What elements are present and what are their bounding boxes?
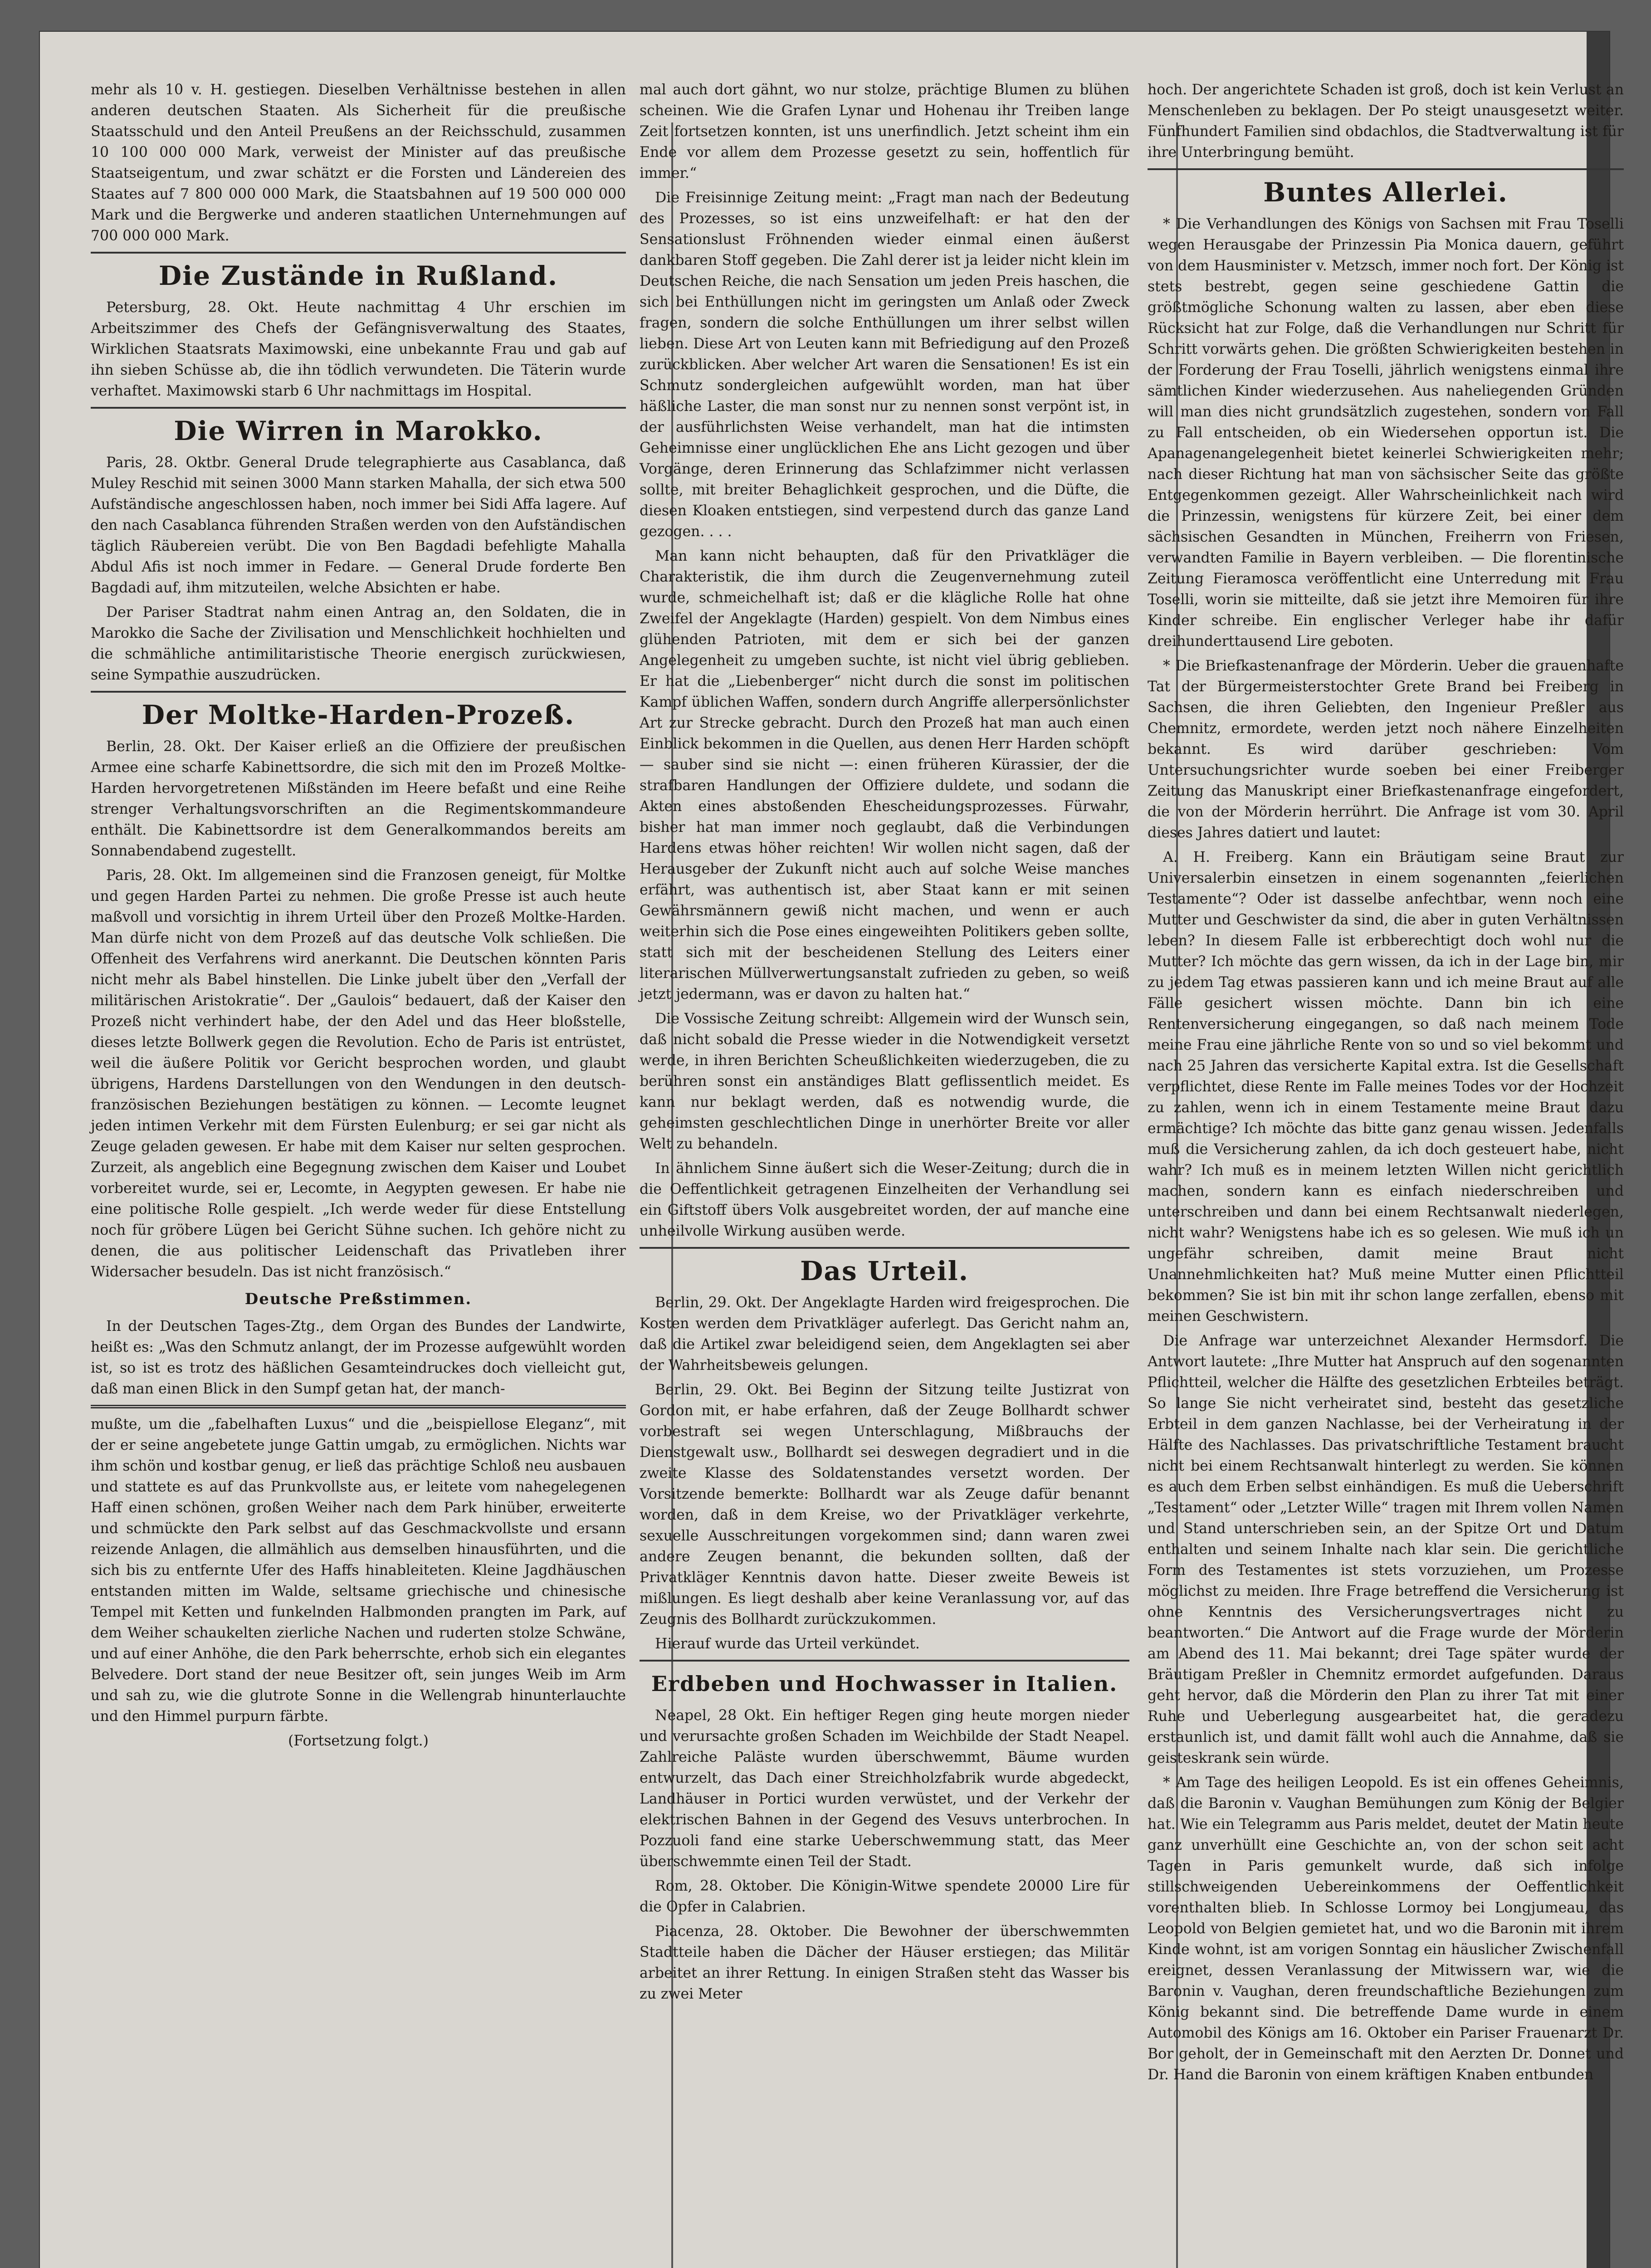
paragraph: Man kann nicht behaupten, daß für den Privatkläger die Charakteristik, die ihm durch die Zeugenvernehmung zuteil wurde, schmeichelhaft ist; daß er die klägliche Rolle hat ohne Zweifel der Angeklagte (Harden) gespielt. Von dem Nimbus eines glühenden Patrioten, mit dem er sich bei der ganzen Angelegenheit zu umgeben suchte, ist nicht viel übrig geblieben. Er hat die „Liebenberger“ nicht durch die sonst im politischen Kampf üblichen Waffen, sondern durch Angriffe allerpersönlichster Art zur Strecke gebracht. Durch den Prozeß hat man auch einen Einblick bekommen in die Quellen, aus denen Herr Harden schöpft — sauber sind sie nicht —: einen früheren Kürassier, der die strafbaren Handlungen der Offiziere duldete, und sodann die Akten eines abstoßenden Ehescheidungsprozesses. Fürwahr, bisher hat man immer noch geglaubt, daß die Verbindungen Hardens etwas höher reichten! Wir wollen nicht sagen, daß der Herausgeber der Zukunft nicht auch auf solche Weise manches erfährt, was authentisch ist, aber Staat kann er mit seinen Gewährsmännern gewiß nicht machen, und wenn er auch weiterhin sich die Pose eines eingeweihten Politikers geben sollte, statt sich mit der bescheidenen Stellung des Leiters einer literarischen Müllverwertungsanstalt zufrieden zu geben, so weiß jetzt jedermann, was er davon zu halten hat.“ [640, 548, 1129, 1002]
divider [640, 1247, 1129, 1249]
paragraph: Petersburg, 28. Okt. Heute nachmittag 4 Uhr erschien im Arbeitszimmer des Chefs der Gefängnisverwaltung des Staates, Wirklichen Staatsrats Maximowski, eine unbekannte Frau und gab auf ihn sieben Schüsse ab, die ihn tödlich verwundeten. Die Täterin wurde verhaftet. Maximowski starb 6 Uhr nachmittags im Hospital. [91, 299, 626, 399]
paragraph: Piacenza, 28. Oktober. Die Bewohner der überschwemmten Stadtteile haben die Dächer der Häuser erstiegen; das Militär arbeitet an ihrer Rettung. In einigen Straßen steht das Wasser bis zu zwei Meter [640, 1923, 1129, 2002]
paragraph: mehr als 10 v. H. gestiegen. Dieselben Verhältnisse bestehen in allen anderen deutschen Staaten. Als Sicherheit für die preußische Staatsschuld und den Anteil Preußens an der Reichsschuld, zusammen 10 100 000 000 Mark, verweist der Minister auf das preußische Staatseigentum, und zwar schätzt er die Forsten und Ländereien des Staates auf 7 800 000 000 Mark, die Staatsbahnen auf 19 500 000 000 Mark und die Bergwerke und anderen staatlichen Unternehmungen auf 700 000 000 Mark. [91, 82, 626, 244]
paragraph: * Die Briefkastenanfrage der Mörderin. Ueber die grauenhafte Tat der Bürgermeisterstochter Grete Brand bei Freiberg in Sachsen, die ihren Geliebten, den Ingenieur Preßler aus Chemnitz, ermordete, werden jetzt noch nähere Einzelheiten bekannt. Es wird darüber geschrieben: Vom Untersuchungsrichter wurde soeben bei einer Freiberger Zeitung das Manuskript einer Briefkastenanfrage eingefordert, die von der Mörderin herrührt. Die Anfrage ist vom 30. April dieses Jahres datiert und lautet: [1148, 658, 1624, 841]
headline-russland: Die Zustände in Rußland. [158, 260, 558, 291]
paragraph: Berlin, 29. Okt. Bei Beginn der Sitzung teilte Justizrat von Gordon mit, er habe erfahren, daß der Zeuge Bollhardt schwer vorbestraft sei wegen Unterschlagung, Mißbrauchs der Dienstgewalt usw., Bollhardt sei deswegen degradiert und in die zweite Klasse des Soldatenstandes versetzt worden. Der Vorsitzende bemerkte: Bollhardt war als Zeuge dafür benannt worden, daß in dem Kreise, wo der Privatkläger verkehrte, sexuelle Ausschreitungen vorgekommen sind; dann waren zwei andere Zeugen benannt, die bekunden sollten, daß der Privatkläger Kenntnis davon hatte. Dieser zweite Beweis ist mißlungen. Es liegt deshalb aber keine Veranlassung vor, auf das Zeugnis des Bollhardt zurückzukommen. [640, 1382, 1129, 1628]
paragraph: hoch. Der angerichtete Schaden ist groß, doch ist kein Verlust an Menschenleben zu beklagen. Der Po steigt unausgesetzt weiter. Fünfhundert Familien sind obdachlos, die Stadtverwaltung ist für ihre Unterbringung bemüht. [1148, 82, 1624, 161]
paragraph: Paris, 28. Okt. Im allgemeinen sind die Franzosen geneigt, für Moltke und gegen Harden Partei zu nehmen. Die große Presse ist auch heute maßvoll und vorsichtig in ihrem Urteil über den Prozeß Moltke-Harden. Man dürfe nicht von dem Prozeß auf das deutsche Volk schließen. Die Offenheit des Verfahrens wird anerkannt. Die Deutschen könnten Paris nicht mehr als Babel hinstellen. Die Linke jubelt über den „Verfall der militärischen Aristokratie“. Der „Gaulois“ bedauert, daß der Kaiser den Prozeß nicht verhindert habe, der den Adel und das Heer bloßstelle, dieses letzte Bollwerk gegen die Revolution. Echo de Paris ist entrüstet, weil die äußere Politik vor Gericht besprochen worden, und glaubt übrigens, Hardens Darstellungen von den Wendungen in den deutsch-französischen Beziehungen bestätigen zu können. — Lecomte leugnet jeden intimen Verkehr mit dem Fürsten Eulenburg; er sei gar nicht als Zeuge geladen gewesen. Er habe mit dem Kaiser nur selten gesprochen. Zurzeit, als angeblich eine Begegnung zwischen dem Kaiser und Loubet vorbereitet wurde, sei er, Lecomte, in Aegypten gewesen. Er habe nie eine politische Rolle gespielt. „Ich werde weder für diese Entstellung noch für gröbere Lügen bei Gericht Sühne suchen. Ich gehöre nicht zu denen, die aus politischer Leidenschaft das Privatleben ihrer Widersacher besudeln. Das ist nicht französisch.“ [91, 867, 626, 1280]
headline-moltke-harden: Der Moltke-Harden-Prozeß. [142, 699, 575, 730]
headline-italien: Erdbeben und Hochwasser in Italien. [651, 1672, 1118, 1696]
paragraph: mal auch dort gähnt, wo nur stolze, prächtige Blumen zu blühen scheinen. Wie die Grafen Lynar und Hohenau ihr Treiben lange Zeit fortsetzen konnten, ist uns unerfindlich. Jetzt scheint ihm ein Ende vor allem dem Prozesse gesetzt zu sein, hoffentlich für immer.“ [640, 82, 1129, 181]
paragraph: Paris, 28. Oktbr. General Drude telegraphierte aus Casablanca, daß Muley Reschid mit seinen 3000 Mann starken Mahalla, der sich etwa 500 Aufständische angeschlossen haben, noch immer bei Sidi Affa lagere. Auf den nach Casablanca führenden Straßen werden von den Aufständischen täglich Räubereien verübt. Die von Ben Bagdadi befehligte Mahalla Abdul Afis ist noch immer in Fedare. — General Drude forderte Ben Bagdadi auf, ihm mitzuteilen, welche Absichten er habe. [91, 455, 626, 596]
paragraph: * Die Verhandlungen des Königs von Sachsen mit Frau Toselli wegen Herausgabe der Prinzessin Pia Monica dauern, geführt von dem Hausminister v. Metzsch, immer noch fort. Der König ist stets bestrebt, gegen seine geschiedene Gattin die größtmögliche Schonung walten zu lassen, aber eben diese Rücksicht hat zur Folge, daß die Verhandlungen nur Schritt für Schritt vorwärts gehen. Die größten Schwierigkeiten bestehen in der Forderung der Frau Toselli, jährlich wenigstens einmal ihre sämtlichen Kinder wiederzusehen. Aus naheliegenden Gründen will man dies nicht grundsätzlich zugestehen, sondern von Fall zu Fall entscheiden, ob ein Wiedersehen opportun ist. Die Apanagenangelegenheit bietet keinerlei Schwierigkeiten mehr; nach dieser Richtung hat man von sächsischer Seite das größte Entgegenkommen gezeigt. Aller Wahrscheinlichkeit nach wird die Prinzessin, wenigstens für kürzere Zeit, bei einer dem sächsischen Gesandten in München, Freiherrn von Friesen, verwandten Familie in Bayern verbleiben. — Die florentinische Zeitung Fieramosca veröffentlicht eine Unterredung mit Frau Toselli, worin sie mitteilte, daß sie jetzt ihre Memoiren für ihre Kinder schreibe. Ein englischer Verleger habe ihr dafür dreihunderttausend Lire geboten. [1148, 216, 1624, 650]
paragraph: In ähnlichem Sinne äußert sich die Weser-Zeitung; durch die in die Oeffentlichkeit getragenen Einzelheiten der Verhandlung sei ein Giftstoff übers Volk ausgebreitet worden, der auf manche eine unheilvolle Wirkung ausüben werde. [640, 1160, 1129, 1239]
paragraph: Berlin, 28. Okt. Der Kaiser erließ an die Offiziere der preußischen Armee eine scharfe Kabinettsordre, die sich mit den im Prozeß Moltke-Harden hervorgetretenen Mißständen im Heere befaßt und eine Reihe strenger Verhaltungsvorschriften an die Regimentskommandeure enthält. Die Kabinettsordre ist dem Generalkommandos bereits am Sonnabendabend zugestellt. [91, 738, 626, 859]
paragraph: Die Anfrage war unterzeichnet Alexander Hermsdorf. Die Antwort lautete: „Ihre Mutter hat Anspruch auf den sogenannten Pflichtteil, welcher die Hälfte des gesetzlichen Erbteiles beträgt. So lange Sie nicht verheiratet sind, besteht das gesetzliche Erbteil in dem ganzen Nachlasse, bei der Verheiratung in der Hälfte des Nachlasses. Das privatschriftliche Testament braucht nicht bei einem Rechtsanwalt hinterlegt zu werden. Sie können es auch dem Erben selbst einhändigen. Es muß die Ueberschrift „Testament“ oder „Letzter Wille“ tragen mit Ihrem vollen Namen und Stand unterschrieben sein, an der Spitze Ort und Datum enthalten und seinem Inhalte nach klar sein. Die gerichtliche Form des Testamentes ist stets vorzuziehen, um Prozesse möglichst zu meiden. Ihre Frage betreffend die Versicherung ist ohne Kenntnis des Versicherungsvertrages nicht zu beantworten.“ Die Antwort auf die Frage wurde der Mörderin am Abend des 11. Mai bekannt; drei Tage später wurde der Bräutigam Preßler in Chemnitz ermordet aufgefunden. Daraus geht hervor, daß die Mörderin den Plan zu ihrer Tat mit einer Ruhe und Ueberlegung ausgearbeitet hat, die geradezu erstaunlich ist, und damit fällt wohl auch die Annahme, daß sie geisteskrank sein würde. [1148, 1333, 1624, 1766]
paragraph: Rom, 28. Oktober. Die Königin-Witwe spendete 20000 Lire für die Opfer in Calabrien. [640, 1878, 1129, 1915]
continuation-note: (Fortsetzung folgt.) [288, 1733, 429, 1749]
paragraph: Berlin, 29. Okt. Der Angeklagte Harden wird freigesprochen. Die Kosten werden dem Privatkläger auferlegt. Das Gericht nahm an, daß die Artikel zwar beleidigend seien, dem Angeklagten sei aber der Wahrheitsbeweis gelungen. [640, 1295, 1129, 1374]
feuilleton-text: mußte, um die „fabelhaften Luxus“ und die „beispiellose Eleganz“, mit der er seine angebetete junge Gattin umgab, zu ermöglichen. Nichts war ihm schön und kostbar genug, er ließ das prächtige Schloß neu ausbauen und stattete es auf das Prunkvollste aus, er leitete vom nahegelegenen Haff einen schönen, großen Weiher nach dem Park hinüber, erweiterte und schmückte den Park selbst auf das Geschmackvollste und ersann reizende Anlagen, die allmählich aus demselben hinausführten, und die sich bis zu entfernte Ufer des Haffs hinableiteten. Kleine Jagdhäuschen entstanden mitten im Walde, seltsame griechische und chinesische Tempel mit Ketten und funkelnden Halbmonden prangten im Park, auf dem Weiher schaukelten zierliche Nachen und ruderten stolze Schwäne, und auf einer Anhöhe, die den Park beherrschte, erhob sich ein elegantes Belvedere. Dort stand der neue Besitzer oft, sein junges Weib im Arm und sah zu, wie die glutrote Sonne in die Wellengrab hinunterlauchte und den Himmel purpurn färbte. [91, 1416, 626, 1725]
paragraph: * Am Tage des heiligen Leopold. Es ist ein offenes Geheimnis, daß die Baronin v. Vaughan Bemühungen zum König der Belgier hat. Wie ein Telegramm aus Paris meldet, deutet der Matin heute ganz unverhüllt eine Geschichte an, von der schon seit acht Tagen in Paris gemunkelt wurde, daß sich infolge stillschweigenden Uebereinkommens der Oeffentlichkeit vorenthalten blieb. In Schlosse Lormoy bei Longjumeau, das Leopold von Belgien gemietet hat, und wo die Baronin mit ihrem Kinde wohnt, ist am vorigen Sonntag ein häuslicher Zwischenfall ereignet, dessen Veranlassung der Mitwissern war, wie die Baronin v. Vaughan, deren freundschaftliche Beziehungen zum König bekannt sind. Die betreffende Dame wurde in einem Automobil des Königs am 16. Oktober ein Pariser Frauenarzt Dr. Bor geholt, der in Gemeinschaft mit den Aerzten Dr. Donnet und Dr. Hand die Baronin von einem kräftigen Knaben entbunden [1148, 1774, 1624, 2083]
divider [91, 407, 626, 409]
paragraph: Der Pariser Stadtrat nahm einen Antrag an, den Soldaten, die in Marokko die Sache der Zivilisation und Menschlichkeit hochhielten und die schmähliche antimilitaristische Theorie energisch zurückwiesen, seine Sympathie auszudrücken. [91, 604, 626, 683]
headline-urteil: Das Urteil. [800, 1256, 969, 1286]
paragraph: Die Freisinnige Zeitung meint: „Fragt man nach der Bedeutung des Prozesses, so ist eins unzweifelhaft: er hat den der Sensationslust Fröhnenden wieder einmal einen äußerst dankbaren Stoff gegeben. Die Zahl derer ist ja leider nicht klein im Deutschen Reiche, die nach Sensation um jeden Preis haschen, die sich bei Enthüllungen nicht im geringsten um Anlaß oder Zweck fragen, sondern die solche Enthüllungen um ihrer selbst willen lieben. Diese Art von Leuten kann mit Befriedigung auf den Prozeß zurückblicken. Aber welcher Art waren die Sensationen! Es ist ein Schmutz sondergleichen aufgewühlt worden, man hat über häßliche Laster, die man sonst nur zu nennen sonst verpönt ist, in der ausführlichsten Weise verhandelt, man hat die intimsten Geheimnisse einer unglücklichen Ehe ans Licht gezogen und über Vorgänge, deren Erinnerung das Schlafzimmer nicht verlassen sollte, mit breiter Behaglichkeit gesprochen, und die Düfte, die diesen Kloaken entstiegen, sind verpestend durch das ganze Land gezogen. . . . [640, 190, 1129, 540]
divider [91, 252, 626, 254]
paragraph: Neapel, 28 Okt. Ein heftiger Regen ging heute morgen nieder und verursachte großen Schaden im Weichbilde der Stadt Neapel. Zahlreiche Paläste wurden überschwemmt, Bäume wurden entwurzelt, das Dach einer Streichholzfabrik wurde abgedeckt, Landhäuser in Portici wurden verwüstet, und der Verkehr der elektrischen Bahnen in der Gegend des Vesuvs unterbrochen. In Pozzuoli fand eine starke Ueberschwemmung statt, das Meer überschwemmte einen Teil der Stadt. [640, 1707, 1129, 1870]
headline-marokko: Die Wirren in Marokko. [174, 415, 543, 446]
paragraph: Die Vossische Zeitung schreibt: Allgemein wird der Wunsch sein, daß nicht sobald die Presse wieder in die Notwendigkeit versetzt werde, in ihren Berichten Scheußlichkeiten wiederzugeben, die zu berühren sonst ein anständiges Blatt geflissentlich meidet. Es kann nur beklagt werden, daß es notwendig wurde, die geheimsten geschlechtlichen Dinge in unerhörter Breite vor aller Welt zu behandeln. [640, 1011, 1129, 1152]
column-3 [1148, 79, 1624, 2268]
column-1 [91, 79, 626, 2268]
divider [640, 1660, 1129, 1662]
paragraph: In der Deutschen Tages-Ztg., dem Organ des Bundes der Landwirte, heißt es: „Was den Schmutz anlangt, der im Prozesse aufgewühlt worden ist, so ist es trotz des häßlichen Gesamteindruckes doch vielleicht gut, daß man einen Blick in den Sumpf getan hat, der manch- [91, 1318, 626, 1397]
divider [91, 691, 626, 693]
feuilleton-divider [91, 1405, 626, 1408]
subheadline-pressestimmen: Deutsche Preßstimmen. [244, 1290, 472, 1308]
headline-allerlei: Buntes Allerlei. [1263, 177, 1508, 208]
column-2 [640, 79, 1129, 2268]
paragraph: A. H. Freiberg. Kann ein Bräutigam seine Braut zur Universalerbin einsetzen in einem sogenannten „feierlichen Testamente“? Oder ist dasselbe anfechtbar, wenn noch eine Mutter und Geschwister da sind, die aber in guten Verhältnissen leben? In diesem Falle ist erbberechtigt doch wohl nur die Mutter? Ich möchte das gern wissen, da ich in der Lage bin, mir zu jedem Tag etwas passieren kann und ich meine Braut auf alle Fälle gesichert wissen möchte. Dann bin ich eine Rentenversicherung eingegangen, so daß nach meinem Tode meine Frau eine jährliche Rente von so und so viel bekommt und nach 25 Jahren das versicherte Kapital extra. Ist die Gesellschaft verpflichtet, diese Rente im Falle meines Todes vor der Hochzeit zu zahlen, wenn ich in einem Testamente meine Braut dazu ermächtige? Ich möchte das bitte ganz genau wissen. Jedenfalls muß die Versicherung zahlen, da ich doch gesteuert habe, nicht wahr? Ich muß es in meinem letzten Willen nicht gerichtlich machen, sondern kann es einfach niederschreiben und unterschreiben und dann bei einem Rechtsanwalt niederlegen, nicht wahr? Wenigstens habe ich es so gelesen. Wie muß ich un ungefähr schreiben, damit meine Braut nicht Unannehmlichkeiten hat? Muß meine Mutter einen Pflichtteil bekommen? Sie ist bin mit ihr schon lange zerfallen, ebenso mit meinen Geschwistern. [1148, 849, 1624, 1325]
divider [1148, 168, 1624, 170]
paragraph: Hierauf wurde das Urteil verkündet. [655, 1636, 920, 1652]
